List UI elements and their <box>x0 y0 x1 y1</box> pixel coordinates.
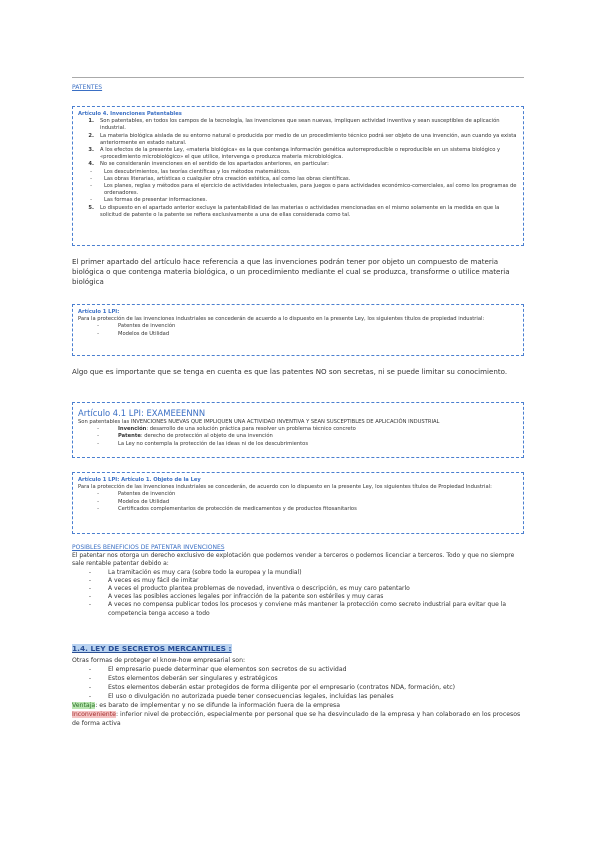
articulo-1-item <box>78 331 518 338</box>
secreto-item <box>72 683 524 692</box>
objeto-ley-item-text: Patentes de invención <box>118 491 176 498</box>
item-rest: : derecho de protección al objeto de una invención <box>140 433 273 440</box>
ventaja-line <box>72 701 524 710</box>
bullet-dash: - <box>97 323 99 330</box>
beneficio-item-text: La tramitación es muy cara (sobre todo la europea y la mundial) <box>108 568 302 576</box>
bullet-dash: - <box>88 684 92 691</box>
articulo-4-1-text: Son patentables las INVENCIONES NUEVAS QUE IMPLIQUEN UNA ACTIVIDAD INVENTIVA Y SEAN SUSCEPTIBLES DE APLICACIÓN INDUSTRIAL <box>78 419 440 425</box>
item-rest: La Ley no contempla la protección de las ideas ni de los descubrimientos <box>118 440 309 447</box>
articulo-1-item-text: Patentes de invención <box>118 323 176 330</box>
beneficios-intro: El patentar nos otorga un derecho exclusivo de explotación que podemos vender a terceros o podemos licenciar a terceros. Todo y que no siempre sale rentable patentar debido a: <box>72 552 515 568</box>
articulo-1-items <box>78 323 518 337</box>
top-divider <box>72 77 524 78</box>
secretos-intro: Otras formas de proteger el know-how empresarial son: <box>72 657 246 664</box>
bullet-dash: - <box>88 576 92 584</box>
articulo-4-subitem <box>78 197 518 204</box>
bullet-dash: - <box>90 168 92 175</box>
beneficios-heading: POSIBLES BENEFICIOS DE PATENTAR INVENCIONES <box>72 544 225 551</box>
bullet-dash: - <box>88 593 92 601</box>
item-number: 5. <box>88 204 94 211</box>
objeto-ley-items <box>78 491 518 513</box>
inconveniente-text: : inferior nivel de protección, especialmente por personal que se ha desvinculado de la empresa y han colaborado en los procesos de forma activa <box>72 711 521 727</box>
item-number: 3. <box>88 147 94 154</box>
inconveniente-line <box>72 710 524 728</box>
articulo-1-item <box>78 323 518 330</box>
beneficio-item <box>72 593 524 601</box>
secreto-item <box>72 665 524 674</box>
item-rest: : desarrollo de una solución práctica para resolver un problema técnico concreto <box>146 426 356 433</box>
subitem-text: Las obras literarias, artísticas o cualquier otra creación estética, así como las obras científicas. <box>104 175 351 182</box>
item-bold: Patente <box>118 433 141 440</box>
articulo-4-1-title: Artículo 4.1 LPI: EXAMEEENNN <box>78 408 206 418</box>
bullet-dash: - <box>90 175 92 182</box>
item-text: Son patentables, en todos los campos de la tecnología, las invenciones que sean nuevas, impliquen actividad inventiva y sean susceptibles de aplicación industrial. <box>100 118 500 132</box>
bullet-dash: - <box>88 666 92 673</box>
bullet-dash: - <box>97 505 99 512</box>
item-number: 2. <box>88 132 94 139</box>
subitem-text: Los descubrimientos, las teorías científicas y los métodos matemáticos. <box>104 168 291 175</box>
articulo-4-1-item <box>78 433 518 440</box>
bullet-dash: - <box>97 426 99 433</box>
objeto-ley-item-text: Certificados complementarios de protección de medicamentos y de productos fitosanitarios <box>118 505 357 512</box>
item-number: 4. <box>88 161 94 168</box>
beneficio-item <box>72 585 524 593</box>
objeto-ley-text: Para la protección de las invenciones industriales se concederán, de acuerdo con lo dispuesto en la presente Ley, los siguientes títulos de Propiedad Industrial: <box>78 484 492 491</box>
secreto-item <box>72 674 524 683</box>
bullet-dash: - <box>97 330 99 337</box>
articulo-4-1-items <box>78 426 518 448</box>
item-text: No se considerarán invenciones en el sentido de los apartados anteriores, en particular: <box>100 161 329 168</box>
item-bold: Invención <box>118 426 147 433</box>
articulo-1-title: Artículo 1 LPI: <box>78 309 120 315</box>
objeto-ley-box <box>72 472 524 534</box>
objeto-ley-item <box>78 506 518 513</box>
objeto-ley-item-text: Modelos de Utilidad <box>118 498 170 505</box>
bullet-dash: - <box>88 601 92 609</box>
subitem-text: Los planes, reglas y métodos para el ejercicio de actividades intelectuales, para juegos o para actividades económico-comerciales, así como los programas de ordenadores. <box>104 183 517 197</box>
secretos-items <box>72 665 524 701</box>
beneficio-item-text: A veces el producto plantea problemas de novedad, inventiva o descripción, es muy caro patentarlo <box>108 585 410 593</box>
articulo-4-1-item-text <box>118 433 518 440</box>
inconveniente-label: Inconveniente <box>72 711 116 718</box>
secreto-item-text: Estos elementos deberán ser singulares y estratégicos <box>108 675 278 682</box>
item-text: Lo dispuesto en el apartado anterior excluye la patentabilidad de las materias o actividades mencionadas en el mismo solamente en la medida en que la solicitud de patente o la patente se refiera exclusivamente a una de ellas considerada como tal. <box>100 204 500 218</box>
paragraph-materia-biologica: El primer apartado del artículo hace referencia a que las invenciones podrán tener por objeto un compuesto de materia biológica o que contenga materia biológica, o un procedimiento mediante el cual se produzca, transforme o utilice materia biológica <box>72 257 510 286</box>
articulo-4-item <box>78 161 518 168</box>
beneficio-item-text: A veces es muy fácil de imitar <box>108 576 199 584</box>
articulo-1-text: Para la protección de las invenciones industriales se concederán de acuerdo a lo dispuesto en la presente Ley, los siguientes títulos de propiedad industrial: <box>78 316 485 323</box>
beneficio-item-text: A veces las posibles acciones legales por infracción de la patente son estériles y muy caras <box>108 593 384 601</box>
bullet-dash: - <box>97 440 99 447</box>
articulo-4-1-item-text <box>118 441 518 448</box>
bullet-dash: - <box>97 491 99 498</box>
articulo-4-item-5 <box>78 205 518 219</box>
objeto-ley-item <box>78 491 518 498</box>
articulo-4-item <box>78 118 518 132</box>
articulo-4-1-box <box>72 402 524 458</box>
articulo-1-item-text: Modelos de Utilidad <box>118 330 170 337</box>
beneficio-item <box>72 601 524 617</box>
articulo-4-subitem <box>78 176 518 183</box>
secreto-item <box>72 692 524 701</box>
articulo-4-subitem <box>78 169 518 176</box>
articulo-4-subitems <box>78 169 518 205</box>
beneficios-items <box>72 569 524 618</box>
bullet-dash: - <box>90 183 92 190</box>
articulo-4-title: Artículo 4. Invenciones Patentables <box>78 111 182 117</box>
bullet-dash: - <box>88 568 92 576</box>
bullet-dash: - <box>90 197 92 204</box>
objeto-ley-item <box>78 499 518 506</box>
item-text: La materia biológica aislada de su entorno natural o producida por medio de un procedimiento técnico podrá ser objeto de una invención, aun cuando ya exista anteriormente en estado natural. <box>100 132 517 146</box>
bullet-dash: - <box>88 693 92 700</box>
bullet-dash: - <box>97 433 99 440</box>
articulo-1-box <box>72 304 524 356</box>
patentes-heading: PATENTES <box>72 84 103 91</box>
bullet-dash: - <box>88 675 92 682</box>
item-text: A los efectos de la presente Ley, «materia biológica» es la que contenga información genética autorreproducible o reproducible en un sistema biológico y «procedimiento microbiológico» el que utilice, intervenga o produzca materia microbiológica. <box>100 147 501 161</box>
secretos-heading: 1.4. LEY DE SECRETOS MERCANTILES : <box>72 644 232 653</box>
ventaja-text: : es barato de implementar y no se difunde la información fuera de la empresa <box>95 702 341 709</box>
articulo-4-items <box>78 118 518 168</box>
item-number: 1. <box>88 118 94 125</box>
articulo-4-box <box>72 106 524 246</box>
secreto-item-text: Estos elementos deberán estar protegidos de forma diligente por el empresario (contratos NDA, formación, etc) <box>108 684 456 691</box>
articulo-4-subitem <box>78 183 518 197</box>
articulo-4-1-item <box>78 441 518 448</box>
beneficio-item-text: A veces no compensa publicar todos los procesos y conviene más mantener la protección como secreto industrial para evitar que la competencia tenga acceso a todo <box>108 601 507 617</box>
beneficio-item <box>72 577 524 585</box>
beneficios-section <box>72 544 524 618</box>
secreto-item-text: El uso o divulgación no autorizada puede tener consecuencias legales, incluidas las penales <box>108 693 394 700</box>
articulo-4-item <box>78 133 518 147</box>
subitem-text: Las formas de presentar informaciones. <box>104 197 208 204</box>
paragraph-patentes-no-secretas: Algo que es importante que se tenga en cuenta es que las patentes NO son secretas, ni se puede limitar su conocimiento. <box>72 367 508 376</box>
bullet-dash: - <box>88 585 92 593</box>
beneficio-item <box>72 569 524 577</box>
secreto-item-text: El empresario puede determinar que elementos son secretos de su actividad <box>108 666 347 673</box>
secretos-section <box>72 644 524 728</box>
bullet-dash: - <box>97 498 99 505</box>
articulo-4-item <box>78 147 518 161</box>
ventaja-label: Ventaja <box>72 702 96 709</box>
objeto-ley-title: Artículo 1 LPI: Artículo 1. Objeto de la Ley <box>78 477 201 483</box>
